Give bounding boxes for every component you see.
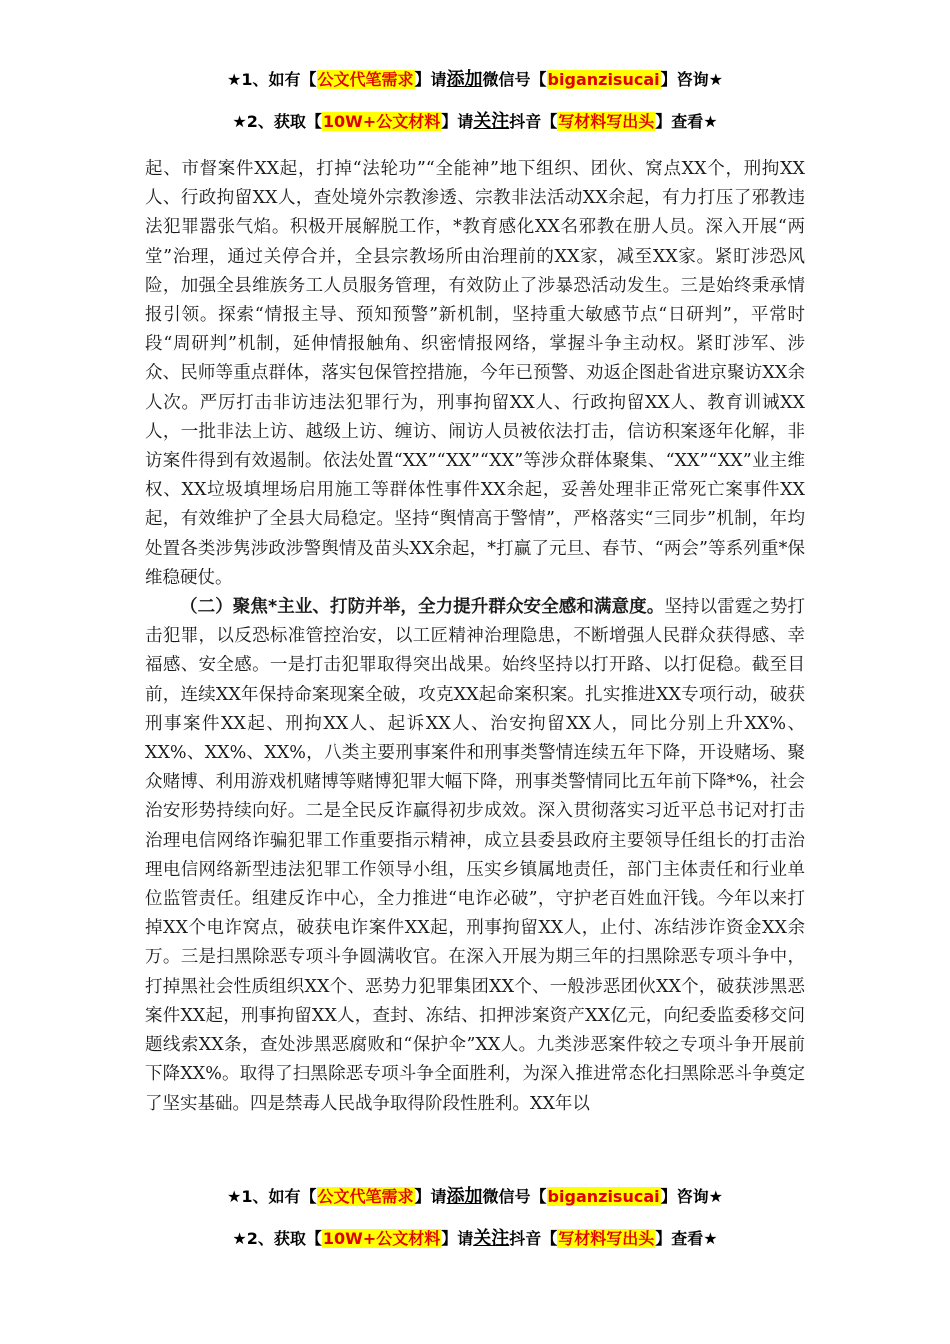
banner-text: 微信号【 (482, 1187, 547, 1206)
document-body (145, 155, 805, 1119)
banner-emphasis: 添加 (446, 1186, 483, 1207)
banner-text: 】请 (441, 112, 474, 131)
banner-prefix: ★1、如有【 (227, 70, 317, 89)
banner-text: 抖音【 (509, 1229, 558, 1248)
banner-highlight: 写材料写出头 (558, 1229, 655, 1248)
banner-emphasis: 关注 (473, 1228, 510, 1249)
banner-highlight: 10W+公文材料 (322, 1229, 441, 1248)
paragraph-1: 起、市督案件XX起，打掉“法轮功”“全能神”地下组织、团伙、窝点XX个，刑拘XX人、行政拘留XX人，查处境外宗教渗透、宗教非法活动XX余起，有力打压了邪教违法犯罪嚣张气焰。积极开展解脱工作，*教育感化XX名邪教在册人员。深入开展“两堂”治理，通过关停合并，全县宗教场所由治理前的XX家，减至XX家。紧盯涉恐风险，加强全县维族务工人员服务管理，有效防止了涉暴恐活动发生。三是始终秉承情报引领。探索“情报主导、预知预警”新机制，坚持重大敏感节点“日研判”，平常时段“周研判”机制，延伸情报触角、织密情报网络，掌握斗争主动权。紧盯涉军、涉众、民师等重点群体，落实包保管控措施，今年已预警、劝返企图赴省进京聚访XX余人次。严厉打击非访违法犯罪行为，刑事拘留XX人、行政拘留XX人、教育训诫XX人，一批非法上访、越级上访、缠访、闹访人员被依法打击，信访积案逐年化解，非访案件得到有效遏制。依法处置“XX”“XX”“XX”等涉众群体聚集、“XX”“XX”业主维权、XX垃圾填埋场启用施工等群体性事件XX余起，妥善处理非正常死亡案事件XX起，有效维护了全县大局稳定。坚持“舆情高于警情”，严格落实“三同步”机制，年均处置各类涉隽涉政涉警舆情及苗头XX余起，*打赢了元旦、春节、“两会”等系列重*保维稳硬仗。 (145, 159, 805, 588)
top-banner-line-1 (0, 68, 950, 92)
banner-highlight: biganzisucai (547, 70, 660, 89)
top-banner-line-2 (0, 110, 950, 134)
banner-highlight: 写材料写出头 (558, 112, 655, 131)
banner-suffix: 】查看★ (655, 1229, 718, 1248)
banner-text: 微信号【 (482, 70, 547, 89)
banner-highlight: 公文代笔需求 (317, 1187, 414, 1206)
banner-prefix: ★2、获取【 (232, 112, 322, 131)
banner-text: 】请 (414, 70, 447, 89)
banner-suffix: 】咨询★ (660, 70, 723, 89)
banner-suffix: 】查看★ (655, 112, 718, 131)
banner-text: 】请 (414, 1187, 447, 1206)
banner-prefix: ★1、如有【 (227, 1187, 317, 1206)
paragraph-2 (145, 593, 805, 1119)
banner-prefix: ★2、获取【 (232, 1229, 322, 1248)
banner-emphasis: 添加 (446, 69, 483, 90)
banner-emphasis: 关注 (473, 111, 510, 132)
banner-text: 抖音【 (509, 112, 558, 131)
bottom-banner-line-1 (0, 1185, 950, 1209)
section-heading: （二）聚焦*主业、打防并举，全力提升群众安全感和满意度。 (180, 597, 665, 618)
banner-highlight: biganzisucai (547, 1187, 660, 1206)
banner-highlight: 10W+公文材料 (322, 112, 441, 131)
banner-text: 】请 (441, 1229, 474, 1248)
banner-suffix: 】咨询★ (660, 1187, 723, 1206)
banner-highlight: 公文代笔需求 (317, 70, 414, 89)
bottom-banner-line-2 (0, 1227, 950, 1251)
paragraph-2-body: 坚持以雷霆之势打击犯罪，以反恐标准管控治安，以工匠精神治理隐患，不断增强人民群众获得感、幸福感、安全感。一是打击犯罪取得突出战果。始终坚持以打开路、以打促稳。截至目前，连续XX年保持命案现案全破，攻克XX起命案积案。扎实推进XX专项行动，破获刑事案件XX起、刑拘XX人、起诉XX人、治安拘留XX人，同比分别上升XX%、XX%、XX%、XX%，八类主要刑事案件和刑事类警情连续五年下降，开设赌场、聚众赌博、利用游戏机赌博等赌博犯罪大幅下降，刑事类警情同比五年前下降*%，社会治安形势持续向好。二是全民反诈赢得初步成效。深入贯彻落实习近平总书记对打击治理电信网络诈骗犯罪工作重要指示精神，成立县委县政府主要领导任组长的打击治理电信网络新型违法犯罪工作领导小组，压实乡镇属地责任，部门主体责任和行业单位监管责任。组建反诈中心，全力推进“电诈必破”，守护老百姓血汗钱。今年以来打掉XX个电诈窝点，破获电诈案件XX起，刑事拘留XX人，止付、冻结涉诈资金XX余万。三是扫黑除恶专项斗争圆满收官。在深入开展为期三年的扫黑除恶专项斗争中，打掉黑社会性质组织XX个、恶势力犯罪集团XX个、一般涉恶团伙XX个，破获涉黑恶案件XX起，刑事拘留XX人，查封、冻结、扣押涉案资产XX亿元，向纪委监委移交问题线索XX条，查处涉黑恶腐败和“保护伞”XX人。九类涉恶案件较之专项斗争开展前下降XX%。取得了扫黑除恶专项斗争全面胜利，为深入推进常态化扫黑除恶斗争奠定了坚实基础。四是禁毒人民战争取得阶段性胜利。XX年以 (145, 597, 805, 1114)
